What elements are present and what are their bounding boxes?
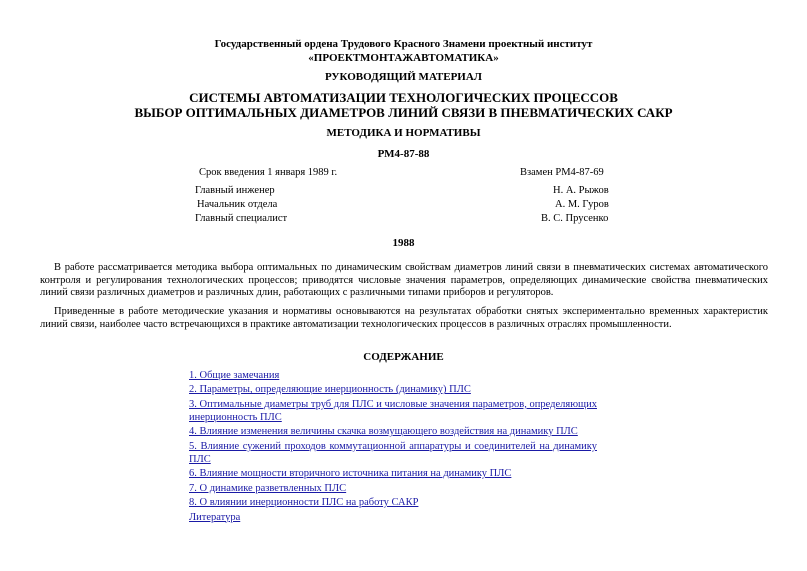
title-line-2: ВЫБОР ОПТИМАЛЬНЫХ ДИАМЕТРОВ ЛИНИЙ СВЯЗИ В ПНЕВМАТИЧЕСКИХ САКР	[134, 105, 673, 120]
toc-link-4[interactable]: 4. Влияние изменения величины скачка возмущающего воздействия на динамику ПЛС	[189, 426, 578, 438]
toc-link-5[interactable]: 5. Влияние сужений проходов коммутационной аппаратуры и соединителей на динамику ПЛС	[189, 440, 597, 465]
toc-link-7[interactable]: 7. О динамике разветвленных ПЛС	[189, 482, 347, 494]
toc-link-2[interactable]: 2. Параметры, определяющие инерционность (динамику) ПЛС	[189, 384, 471, 396]
toc-heading: СОДЕРЖАНИЕ	[363, 351, 444, 363]
role-chief-specialist: Главный специалист	[195, 213, 288, 224]
intro-paragraph-1: В работе рассматривается методика выбора оптимальных по динамическим свойствам диаметров линий связи в пневматических системах автоматического контроля и регулирования технологических процессов; приводятся числовые значения параметров, определяющих динамические свойства пневматических линий связи различных диаметров и различных длин, работающих с различными типами приборов и регуляторов.	[40, 262, 768, 299]
toc-link-6[interactable]: 6. Влияние мощности вторичного источника питания на динамику ПЛС	[189, 468, 512, 480]
org-name-quoted: «ПРОЕКТМОНТАЖАВТОМАТИКА»	[308, 52, 499, 64]
org-name: Государственный ордена Трудового Красного Знамени проектный институт	[214, 38, 593, 50]
document-code: РМ4-87-88	[377, 148, 430, 160]
role-department-head: Начальник отдела	[197, 199, 278, 210]
table-of-contents	[189, 369, 597, 525]
subtitle: МЕТОДИКА И НОРМАТИВЫ	[326, 127, 481, 139]
name-department-head: А. М. Гуров	[555, 199, 609, 210]
toc-link-8[interactable]: 8. О влиянии инерционности ПЛС на работу САКР	[189, 497, 419, 509]
intro-paragraph-2: Приведенные в работе методические указания и нормативы основываются на результатах обработки снятых экспериментально временных характеристик линий связи, наиболее часто встречающихся в практике автоматизации технологических процессов в различных отраслях промышленности.	[40, 306, 768, 330]
publication-year: 1988	[392, 237, 415, 249]
toc-link-1[interactable]: 1. Общие замечания	[189, 370, 280, 381]
name-chief-engineer: Н. А. Рыжов	[553, 185, 609, 196]
effective-date: Срок введения 1 января 1989 г.	[199, 167, 338, 178]
role-chief-engineer: Главный инженер	[195, 185, 275, 196]
title-line-1: СИСТЕМЫ АВТОМАТИЗАЦИИ ТЕХНОЛОГИЧЕСКИХ ПРОЦЕССОВ	[189, 90, 618, 105]
toc-link-literature[interactable]: Литература	[189, 511, 241, 523]
name-chief-specialist: В. С. Прусенко	[541, 213, 609, 224]
document-kind: РУКОВОДЯЩИЙ МАТЕРИАЛ	[324, 71, 483, 83]
toc-link-3[interactable]: 3. Оптимальные диаметры труб для ПЛС и числовые значения параметров, определяющих инерционность ПЛС	[189, 398, 597, 423]
replaces-note: Взамен РМ4-87-69	[520, 167, 604, 178]
